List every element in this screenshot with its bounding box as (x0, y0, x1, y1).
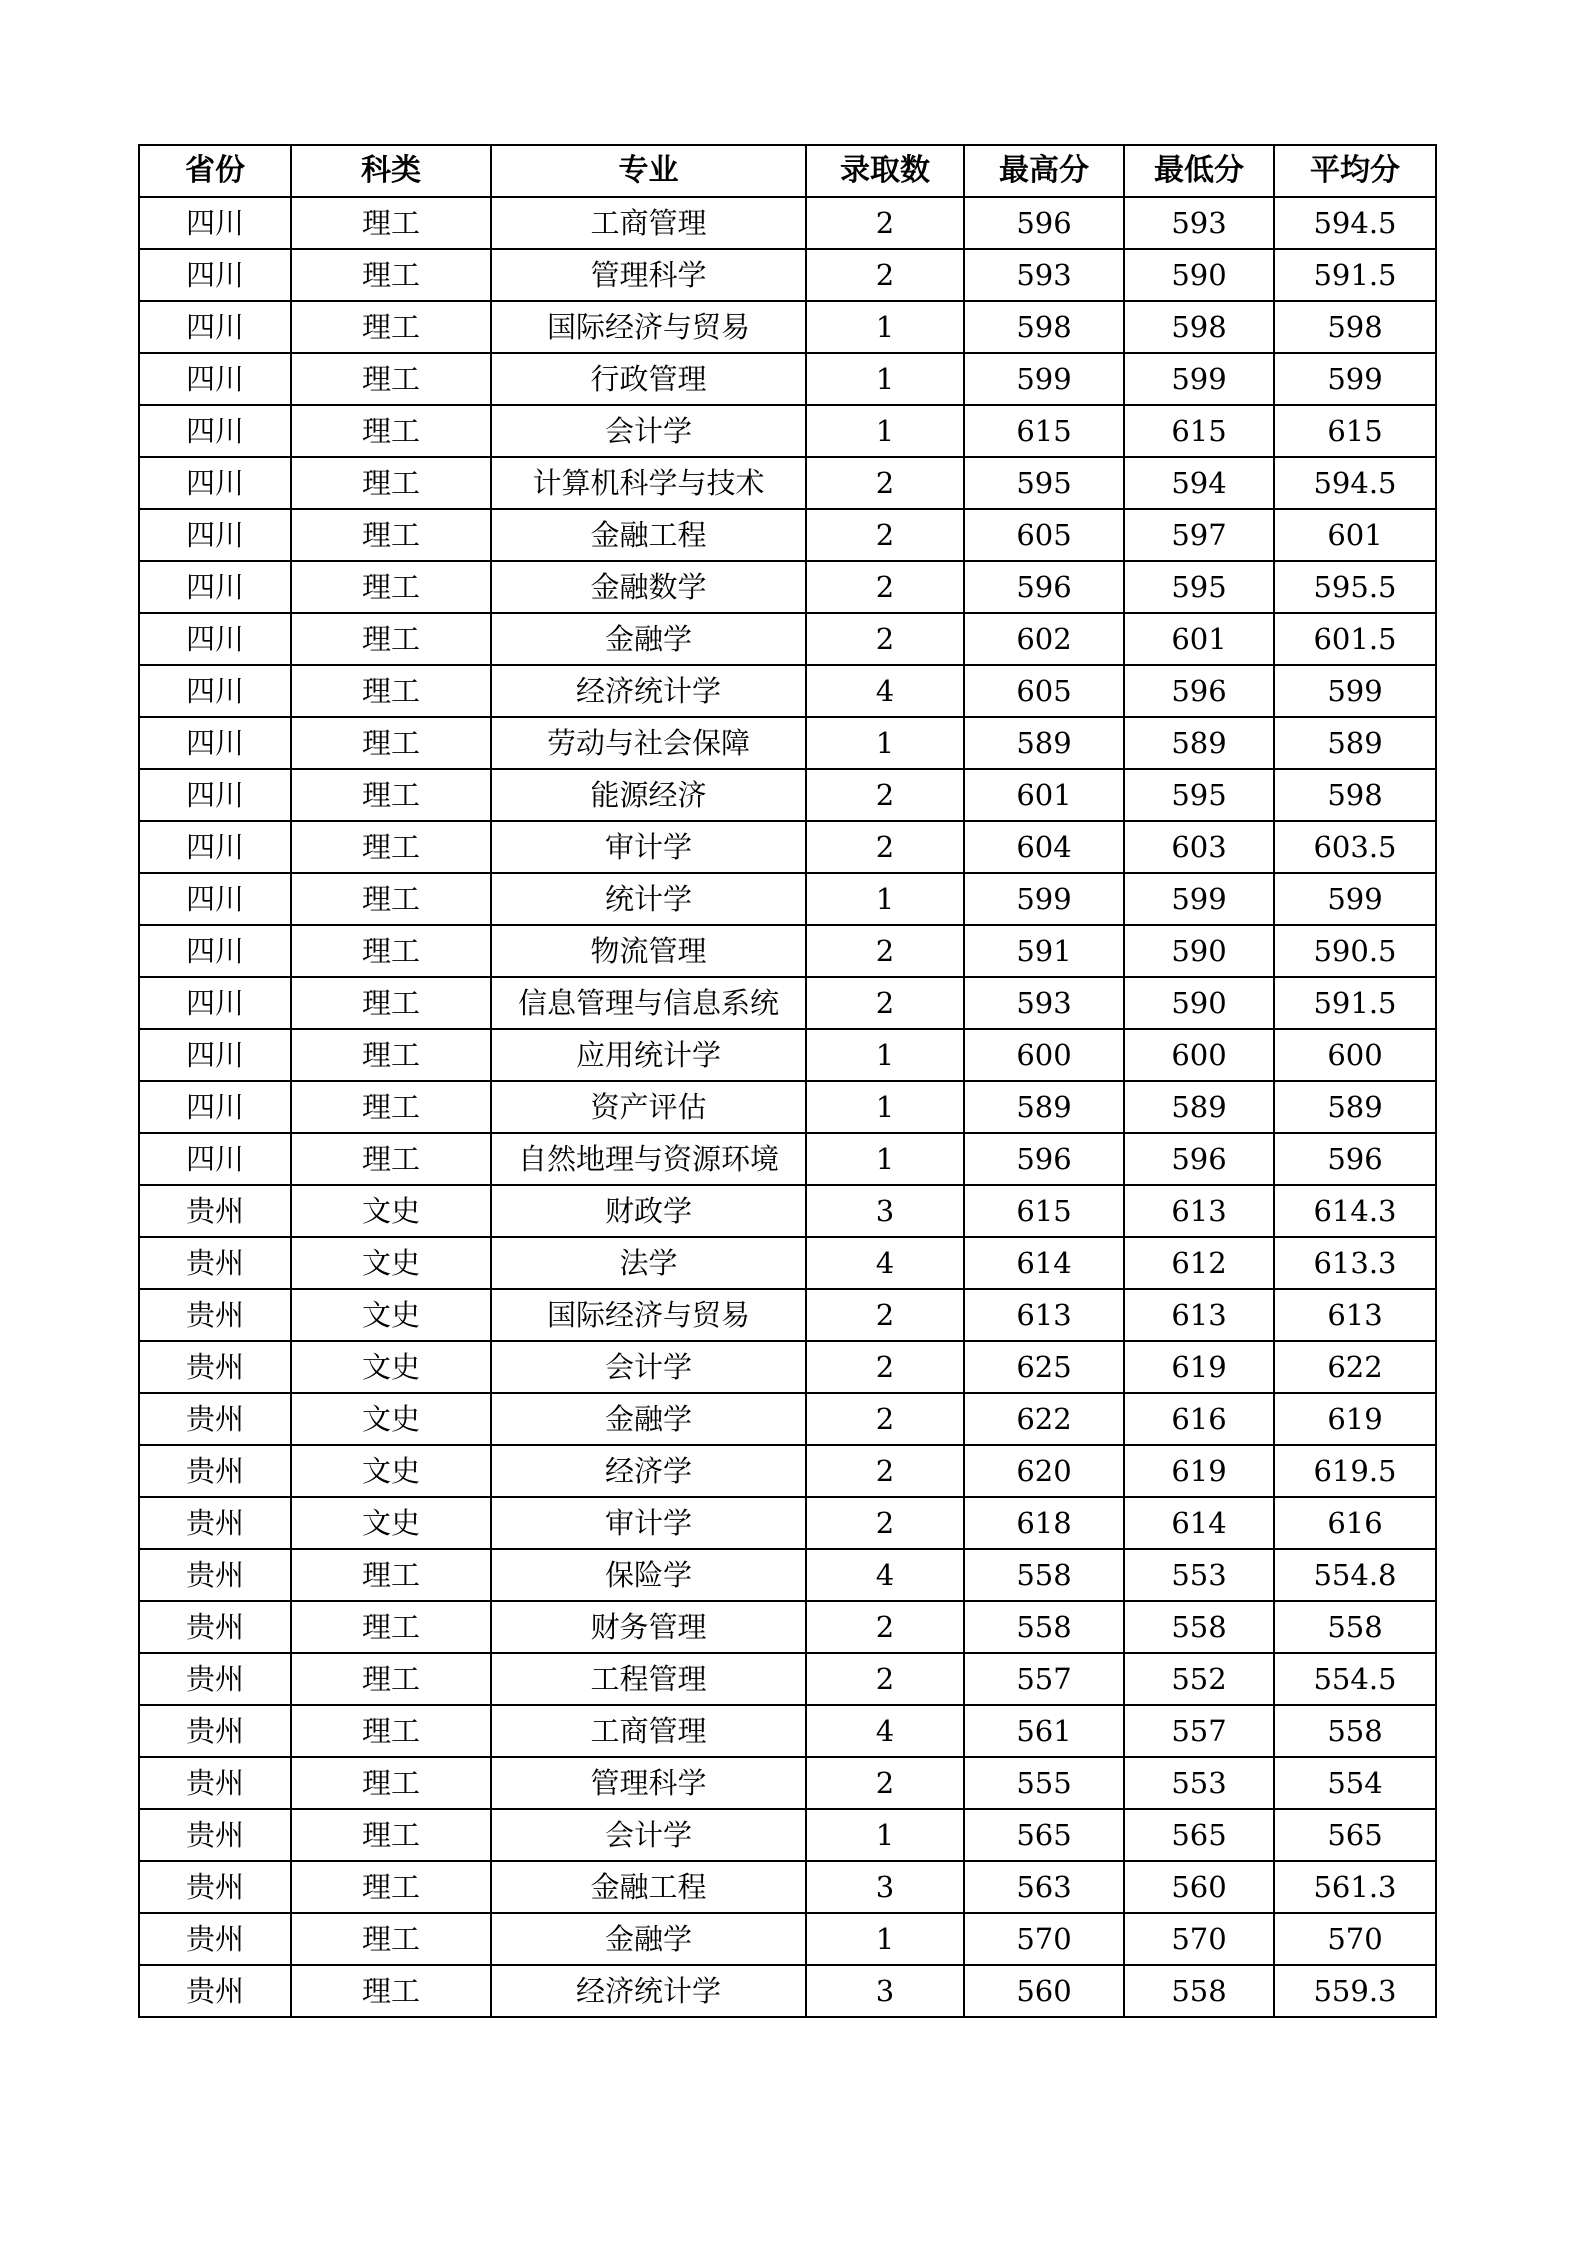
cell-major: 金融工程 (491, 509, 806, 561)
cell-average-score: 589 (1274, 717, 1436, 769)
table-row (139, 457, 1436, 509)
cell-admitted-count: 1 (806, 1029, 964, 1081)
cell-average-score: 595.5 (1274, 561, 1436, 613)
cell-major: 会计学 (491, 405, 806, 457)
cell-category: 理工 (291, 353, 491, 405)
cell-admitted-count: 4 (806, 665, 964, 717)
cell-lowest-score: 613 (1124, 1185, 1274, 1237)
cell-lowest-score: 552 (1124, 1653, 1274, 1705)
cell-major: 会计学 (491, 1809, 806, 1861)
cell-admitted-count: 4 (806, 1549, 964, 1601)
cell-major: 资产评估 (491, 1081, 806, 1133)
cell-category: 理工 (291, 197, 491, 249)
table-row (139, 613, 1436, 665)
cell-major: 财务管理 (491, 1601, 806, 1653)
cell-major: 管理科学 (491, 1757, 806, 1809)
cell-major: 审计学 (491, 821, 806, 873)
cell-category: 理工 (291, 1809, 491, 1861)
cell-average-score: 598 (1274, 769, 1436, 821)
cell-category: 理工 (291, 769, 491, 821)
header-average-score: 平均分 (1274, 145, 1436, 197)
cell-category: 理工 (291, 1133, 491, 1185)
cell-province: 贵州 (139, 1341, 291, 1393)
cell-major: 管理科学 (491, 249, 806, 301)
cell-admitted-count: 2 (806, 1757, 964, 1809)
cell-province: 四川 (139, 977, 291, 1029)
cell-average-score: 622 (1274, 1341, 1436, 1393)
cell-category: 文史 (291, 1445, 491, 1497)
cell-major: 工程管理 (491, 1653, 806, 1705)
cell-category: 理工 (291, 1601, 491, 1653)
cell-average-score: 591.5 (1274, 249, 1436, 301)
cell-admitted-count: 1 (806, 1809, 964, 1861)
cell-category: 理工 (291, 925, 491, 977)
cell-highest-score: 600 (964, 1029, 1124, 1081)
cell-admitted-count: 2 (806, 509, 964, 561)
cell-average-score: 599 (1274, 873, 1436, 925)
table-row (139, 665, 1436, 717)
cell-province: 贵州 (139, 1549, 291, 1601)
cell-highest-score: 593 (964, 977, 1124, 1029)
cell-lowest-score: 616 (1124, 1393, 1274, 1445)
cell-highest-score: 595 (964, 457, 1124, 509)
cell-average-score: 613 (1274, 1289, 1436, 1341)
cell-major: 工商管理 (491, 197, 806, 249)
cell-average-score: 570 (1274, 1913, 1436, 1965)
cell-highest-score: 591 (964, 925, 1124, 977)
cell-highest-score: 589 (964, 1081, 1124, 1133)
cell-average-score: 603.5 (1274, 821, 1436, 873)
cell-province: 四川 (139, 509, 291, 561)
cell-highest-score: 615 (964, 1185, 1124, 1237)
cell-highest-score: 563 (964, 1861, 1124, 1913)
cell-lowest-score: 590 (1124, 925, 1274, 977)
cell-lowest-score: 603 (1124, 821, 1274, 873)
cell-category: 理工 (291, 821, 491, 873)
table-row (139, 405, 1436, 457)
cell-highest-score: 555 (964, 1757, 1124, 1809)
table-row (139, 1081, 1436, 1133)
cell-category: 理工 (291, 665, 491, 717)
cell-admitted-count: 1 (806, 873, 964, 925)
cell-average-score: 594.5 (1274, 457, 1436, 509)
cell-major: 金融数学 (491, 561, 806, 613)
cell-highest-score: 596 (964, 1133, 1124, 1185)
cell-category: 理工 (291, 1965, 491, 2017)
cell-province: 四川 (139, 717, 291, 769)
cell-admitted-count: 3 (806, 1861, 964, 1913)
table-row (139, 1705, 1436, 1757)
cell-average-score: 619.5 (1274, 1445, 1436, 1497)
cell-major: 国际经济与贸易 (491, 1289, 806, 1341)
cell-category: 文史 (291, 1237, 491, 1289)
cell-highest-score: 565 (964, 1809, 1124, 1861)
cell-province: 贵州 (139, 1497, 291, 1549)
cell-category: 文史 (291, 1341, 491, 1393)
cell-province: 四川 (139, 197, 291, 249)
cell-average-score: 599 (1274, 353, 1436, 405)
cell-average-score: 558 (1274, 1601, 1436, 1653)
cell-highest-score: 615 (964, 405, 1124, 457)
header-row (139, 145, 1436, 197)
cell-category: 理工 (291, 1653, 491, 1705)
cell-major: 经济学 (491, 1445, 806, 1497)
cell-major: 金融学 (491, 1393, 806, 1445)
cell-category: 理工 (291, 509, 491, 561)
cell-admitted-count: 2 (806, 197, 964, 249)
cell-category: 理工 (291, 405, 491, 457)
table-row (139, 509, 1436, 561)
cell-category: 理工 (291, 977, 491, 1029)
cell-lowest-score: 589 (1124, 717, 1274, 769)
cell-lowest-score: 560 (1124, 1861, 1274, 1913)
cell-major: 行政管理 (491, 353, 806, 405)
cell-average-score: 561.3 (1274, 1861, 1436, 1913)
cell-major: 会计学 (491, 1341, 806, 1393)
cell-highest-score: 599 (964, 873, 1124, 925)
cell-major: 法学 (491, 1237, 806, 1289)
table-row (139, 717, 1436, 769)
cell-lowest-score: 599 (1124, 353, 1274, 405)
cell-highest-score: 618 (964, 1497, 1124, 1549)
cell-average-score: 615 (1274, 405, 1436, 457)
table-row (139, 1133, 1436, 1185)
cell-highest-score: 622 (964, 1393, 1124, 1445)
cell-lowest-score: 612 (1124, 1237, 1274, 1289)
cell-province: 四川 (139, 457, 291, 509)
table-row (139, 925, 1436, 977)
cell-highest-score: 599 (964, 353, 1124, 405)
cell-category: 理工 (291, 1081, 491, 1133)
table-row (139, 1601, 1436, 1653)
cell-highest-score: 558 (964, 1601, 1124, 1653)
cell-lowest-score: 590 (1124, 977, 1274, 1029)
cell-admitted-count: 1 (806, 301, 964, 353)
cell-category: 理工 (291, 1757, 491, 1809)
cell-major: 金融学 (491, 613, 806, 665)
table-row (139, 1237, 1436, 1289)
cell-highest-score: 620 (964, 1445, 1124, 1497)
cell-admitted-count: 2 (806, 769, 964, 821)
cell-highest-score: 605 (964, 509, 1124, 561)
cell-lowest-score: 558 (1124, 1965, 1274, 2017)
header-major: 专业 (491, 145, 806, 197)
table-row (139, 1341, 1436, 1393)
cell-province: 四川 (139, 873, 291, 925)
cell-admitted-count: 1 (806, 353, 964, 405)
cell-province: 四川 (139, 353, 291, 405)
cell-admitted-count: 2 (806, 1497, 964, 1549)
cell-major: 保险学 (491, 1549, 806, 1601)
cell-admitted-count: 4 (806, 1705, 964, 1757)
cell-major: 经济统计学 (491, 665, 806, 717)
cell-category: 理工 (291, 1549, 491, 1601)
cell-major: 金融工程 (491, 1861, 806, 1913)
table-row (139, 1393, 1436, 1445)
cell-major: 金融学 (491, 1913, 806, 1965)
cell-average-score: 558 (1274, 1705, 1436, 1757)
cell-lowest-score: 570 (1124, 1913, 1274, 1965)
cell-lowest-score: 553 (1124, 1757, 1274, 1809)
table-row (139, 821, 1436, 873)
cell-admitted-count: 2 (806, 1653, 964, 1705)
cell-lowest-score: 619 (1124, 1445, 1274, 1497)
cell-lowest-score: 594 (1124, 457, 1274, 509)
cell-category: 文史 (291, 1393, 491, 1445)
cell-average-score: 559.3 (1274, 1965, 1436, 2017)
cell-province: 四川 (139, 405, 291, 457)
cell-province: 贵州 (139, 1757, 291, 1809)
cell-province: 贵州 (139, 1289, 291, 1341)
cell-lowest-score: 613 (1124, 1289, 1274, 1341)
cell-category: 理工 (291, 301, 491, 353)
cell-lowest-score: 595 (1124, 769, 1274, 821)
cell-category: 文史 (291, 1185, 491, 1237)
cell-category: 理工 (291, 561, 491, 613)
table-row (139, 1497, 1436, 1549)
cell-lowest-score: 557 (1124, 1705, 1274, 1757)
cell-average-score: 596 (1274, 1133, 1436, 1185)
cell-province: 四川 (139, 613, 291, 665)
cell-province: 四川 (139, 249, 291, 301)
cell-average-score: 600 (1274, 1029, 1436, 1081)
cell-lowest-score: 619 (1124, 1341, 1274, 1393)
cell-average-score: 590.5 (1274, 925, 1436, 977)
table-row (139, 1965, 1436, 2017)
cell-category: 理工 (291, 1029, 491, 1081)
table-row (139, 1289, 1436, 1341)
table-row (139, 561, 1436, 613)
cell-major: 自然地理与资源环境 (491, 1133, 806, 1185)
cell-lowest-score: 596 (1124, 1133, 1274, 1185)
cell-admitted-count: 2 (806, 821, 964, 873)
cell-average-score: 599 (1274, 665, 1436, 717)
cell-province: 四川 (139, 821, 291, 873)
cell-highest-score: 613 (964, 1289, 1124, 1341)
cell-province: 四川 (139, 1133, 291, 1185)
cell-category: 文史 (291, 1289, 491, 1341)
table-row (139, 977, 1436, 1029)
cell-lowest-score: 595 (1124, 561, 1274, 613)
table-row (139, 1913, 1436, 1965)
cell-admitted-count: 1 (806, 1913, 964, 1965)
table-row (139, 1861, 1436, 1913)
cell-admitted-count: 2 (806, 925, 964, 977)
cell-average-score: 613.3 (1274, 1237, 1436, 1289)
cell-highest-score: 561 (964, 1705, 1124, 1757)
cell-province: 贵州 (139, 1393, 291, 1445)
header-lowest-score: 最低分 (1124, 145, 1274, 197)
cell-major: 工商管理 (491, 1705, 806, 1757)
table-row (139, 1029, 1436, 1081)
cell-average-score: 616 (1274, 1497, 1436, 1549)
cell-highest-score: 589 (964, 717, 1124, 769)
table-row (139, 1185, 1436, 1237)
cell-lowest-score: 596 (1124, 665, 1274, 717)
cell-category: 理工 (291, 1861, 491, 1913)
cell-major: 国际经济与贸易 (491, 301, 806, 353)
cell-highest-score: 601 (964, 769, 1124, 821)
cell-highest-score: 570 (964, 1913, 1124, 1965)
cell-admitted-count: 2 (806, 457, 964, 509)
cell-major: 财政学 (491, 1185, 806, 1237)
cell-average-score: 554.8 (1274, 1549, 1436, 1601)
table-row (139, 1757, 1436, 1809)
cell-province: 四川 (139, 769, 291, 821)
cell-average-score: 594.5 (1274, 197, 1436, 249)
header-highest-score: 最高分 (964, 145, 1124, 197)
cell-category: 理工 (291, 873, 491, 925)
table-row (139, 769, 1436, 821)
cell-average-score: 554 (1274, 1757, 1436, 1809)
cell-admitted-count: 2 (806, 1393, 964, 1445)
cell-lowest-score: 601 (1124, 613, 1274, 665)
table-row (139, 1549, 1436, 1601)
cell-average-score: 565 (1274, 1809, 1436, 1861)
cell-province: 四川 (139, 1081, 291, 1133)
cell-average-score: 589 (1274, 1081, 1436, 1133)
cell-province: 四川 (139, 301, 291, 353)
cell-admitted-count: 1 (806, 1133, 964, 1185)
cell-highest-score: 614 (964, 1237, 1124, 1289)
cell-lowest-score: 589 (1124, 1081, 1274, 1133)
table-row (139, 249, 1436, 301)
cell-admitted-count: 1 (806, 717, 964, 769)
cell-lowest-score: 598 (1124, 301, 1274, 353)
cell-category: 理工 (291, 1705, 491, 1757)
cell-admitted-count: 2 (806, 1601, 964, 1653)
cell-admitted-count: 2 (806, 1289, 964, 1341)
cell-province: 贵州 (139, 1185, 291, 1237)
cell-category: 理工 (291, 613, 491, 665)
cell-lowest-score: 614 (1124, 1497, 1274, 1549)
cell-admitted-count: 2 (806, 1445, 964, 1497)
cell-highest-score: 560 (964, 1965, 1124, 2017)
cell-lowest-score: 553 (1124, 1549, 1274, 1601)
table-body (139, 197, 1436, 2017)
cell-major: 经济统计学 (491, 1965, 806, 2017)
cell-province: 贵州 (139, 1445, 291, 1497)
cell-category: 文史 (291, 1497, 491, 1549)
cell-average-score: 601 (1274, 509, 1436, 561)
table-row (139, 873, 1436, 925)
cell-highest-score: 557 (964, 1653, 1124, 1705)
cell-major: 信息管理与信息系统 (491, 977, 806, 1029)
cell-lowest-score: 615 (1124, 405, 1274, 457)
cell-lowest-score: 590 (1124, 249, 1274, 301)
cell-province: 贵州 (139, 1653, 291, 1705)
header-province: 省份 (139, 145, 291, 197)
cell-lowest-score: 599 (1124, 873, 1274, 925)
cell-province: 四川 (139, 1029, 291, 1081)
cell-highest-score: 558 (964, 1549, 1124, 1601)
cell-category: 理工 (291, 249, 491, 301)
cell-admitted-count: 3 (806, 1185, 964, 1237)
cell-province: 贵州 (139, 1913, 291, 1965)
cell-major: 劳动与社会保障 (491, 717, 806, 769)
cell-average-score: 554.5 (1274, 1653, 1436, 1705)
cell-category: 理工 (291, 1913, 491, 1965)
cell-major: 统计学 (491, 873, 806, 925)
cell-major: 物流管理 (491, 925, 806, 977)
table-row (139, 353, 1436, 405)
cell-province: 四川 (139, 665, 291, 717)
table-row (139, 1445, 1436, 1497)
cell-lowest-score: 600 (1124, 1029, 1274, 1081)
cell-average-score: 591.5 (1274, 977, 1436, 1029)
cell-average-score: 619 (1274, 1393, 1436, 1445)
cell-lowest-score: 565 (1124, 1809, 1274, 1861)
table-row (139, 197, 1436, 249)
cell-average-score: 598 (1274, 301, 1436, 353)
cell-admitted-count: 3 (806, 1965, 964, 2017)
cell-highest-score: 604 (964, 821, 1124, 873)
cell-highest-score: 598 (964, 301, 1124, 353)
table-row (139, 1653, 1436, 1705)
header-category: 科类 (291, 145, 491, 197)
cell-lowest-score: 597 (1124, 509, 1274, 561)
cell-province: 贵州 (139, 1601, 291, 1653)
cell-major: 应用统计学 (491, 1029, 806, 1081)
cell-admitted-count: 1 (806, 1081, 964, 1133)
header-admitted-count: 录取数 (806, 145, 964, 197)
cell-highest-score: 625 (964, 1341, 1124, 1393)
cell-major: 能源经济 (491, 769, 806, 821)
admission-score-table (138, 144, 1437, 2018)
cell-average-score: 614.3 (1274, 1185, 1436, 1237)
cell-average-score: 601.5 (1274, 613, 1436, 665)
cell-admitted-count: 2 (806, 1341, 964, 1393)
cell-category: 理工 (291, 717, 491, 769)
cell-highest-score: 602 (964, 613, 1124, 665)
cell-province: 贵州 (139, 1861, 291, 1913)
cell-lowest-score: 593 (1124, 197, 1274, 249)
cell-province: 贵州 (139, 1237, 291, 1289)
cell-admitted-count: 2 (806, 561, 964, 613)
table-row (139, 1809, 1436, 1861)
cell-province: 贵州 (139, 1965, 291, 2017)
cell-highest-score: 596 (964, 197, 1124, 249)
cell-lowest-score: 558 (1124, 1601, 1274, 1653)
cell-highest-score: 593 (964, 249, 1124, 301)
cell-highest-score: 605 (964, 665, 1124, 717)
cell-admitted-count: 2 (806, 249, 964, 301)
cell-province: 贵州 (139, 1809, 291, 1861)
cell-major: 审计学 (491, 1497, 806, 1549)
table-row (139, 301, 1436, 353)
cell-admitted-count: 1 (806, 405, 964, 457)
cell-highest-score: 596 (964, 561, 1124, 613)
cell-province: 四川 (139, 561, 291, 613)
cell-province: 贵州 (139, 1705, 291, 1757)
cell-major: 计算机科学与技术 (491, 457, 806, 509)
cell-admitted-count: 2 (806, 977, 964, 1029)
cell-province: 四川 (139, 925, 291, 977)
cell-category: 理工 (291, 457, 491, 509)
cell-admitted-count: 2 (806, 613, 964, 665)
cell-admitted-count: 4 (806, 1237, 964, 1289)
